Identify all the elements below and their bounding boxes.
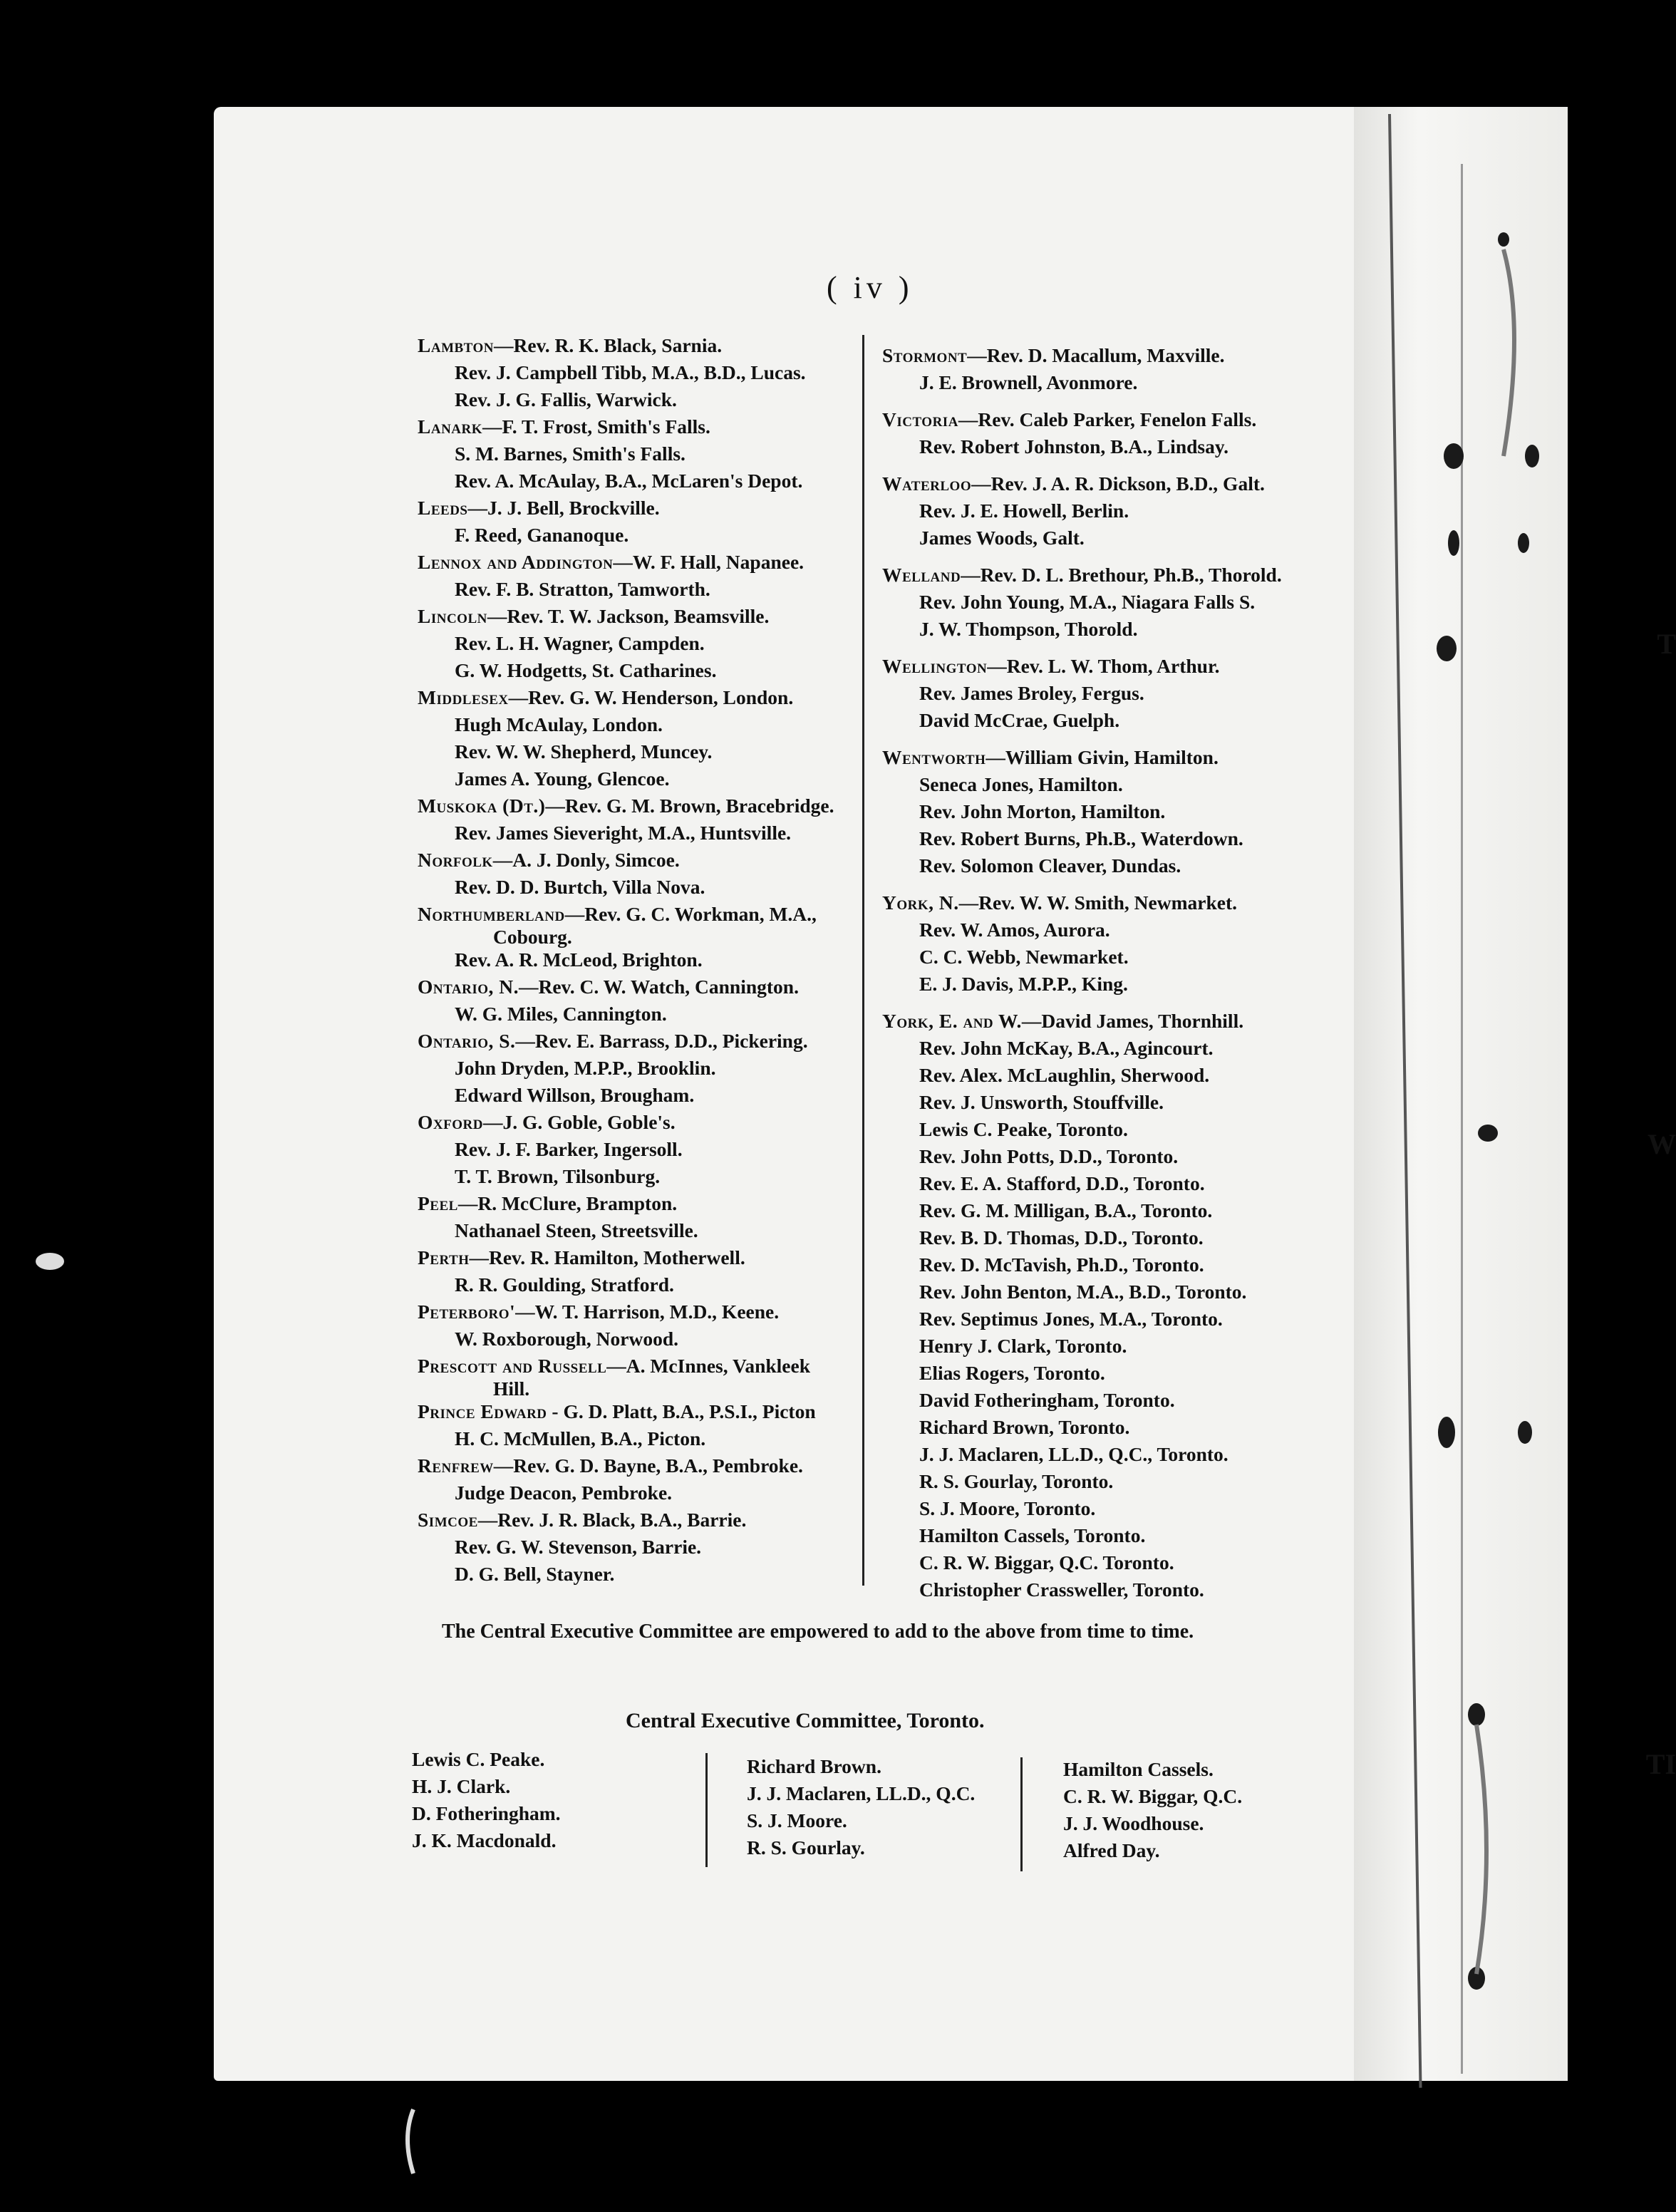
county-name: Norfolk: [418, 849, 493, 871]
county-name: Victoria: [882, 408, 958, 430]
county-name: Waterloo: [882, 472, 972, 495]
member-name: Rev. Alex. McLaughlin, Sherwood.: [919, 1064, 1210, 1086]
member-name: Rev. G. W. Stevenson, Barrie.: [455, 1536, 702, 1558]
member-name: Rev. D. McTavish, Ph.D., Toronto.: [919, 1254, 1204, 1276]
member-name: Henry J. Clark, Toronto.: [919, 1335, 1127, 1357]
member-name: Rev. John Benton, M.A., B.D., Toronto.: [919, 1281, 1247, 1303]
member-name: Rev. L. H. Wagner, Campden.: [455, 632, 705, 654]
entry-continuation: Cobourg.: [493, 926, 572, 948]
county-entry: [418, 1398, 874, 1452]
member-name: E. J. Davis, M.P.P., King.: [919, 973, 1128, 995]
county-representative: —Rev. E. Barrass, D.D., Pickering.: [515, 1030, 808, 1052]
member-name: David Fotheringham, Toronto.: [919, 1389, 1175, 1411]
county-representative: —Rev. J. R. Black, B.A., Barrie.: [477, 1509, 747, 1531]
county-heading-line: [882, 470, 1367, 497]
county-entry: [418, 332, 874, 413]
member-name: Rev. A. R. McLeod, Brighton.: [455, 949, 703, 971]
committee-member: Lewis C. Peake.: [412, 1748, 545, 1770]
committee-member: J. J. Woodhouse.: [1063, 1812, 1204, 1834]
county-name: York, N.: [882, 891, 959, 914]
county-representative: —Rev. D. Macallum, Maxville.: [967, 344, 1225, 366]
county-name: Ontario, N.: [418, 976, 519, 998]
member-name: Rev. A. McAulay, B.A., McLaren's Depot.: [455, 470, 803, 492]
member-name: J. E. Brownell, Avonmore.: [919, 371, 1138, 393]
committee-member: Richard Brown.: [747, 1755, 881, 1777]
county-representative: —J. J. Bell, Brockville.: [467, 497, 660, 519]
county-heading-line: [882, 406, 1367, 433]
committee-member: S. J. Moore.: [747, 1809, 847, 1831]
committee-member: J. K. Macdonald.: [412, 1829, 557, 1851]
member-name: W. G. Miles, Cannington.: [455, 1003, 667, 1025]
stitch-hole-icon: [1437, 636, 1457, 661]
county-heading-line: [418, 847, 874, 874]
member-name: Nathanael Steen, Streetsville.: [455, 1219, 698, 1241]
member-name: John Dryden, M.P.P., Brooklin.: [455, 1057, 716, 1079]
member-name: Rev. J. F. Barker, Ingersoll.: [455, 1138, 683, 1160]
county-representative: —W. F. Hall, Napanee.: [613, 551, 805, 573]
left-county-column: [418, 332, 874, 1588]
county-representative: —Rev. Caleb Parker, Fenelon Falls.: [958, 408, 1257, 430]
committee-member: D. Fotheringham.: [412, 1802, 561, 1824]
member-name: Rev. J. G. Fallis, Warwick.: [455, 388, 677, 410]
member-name: D. G. Bell, Stayner.: [455, 1563, 615, 1585]
member-name: Rev. James Sieveright, M.A., Huntsville.: [455, 822, 792, 844]
county-entry: [418, 1244, 874, 1298]
member-name: Lewis C. Peake, Toronto.: [919, 1118, 1128, 1140]
member-name: Hugh McAulay, London.: [455, 713, 663, 735]
member-name: Rev. W. Amos, Aurora.: [919, 919, 1110, 941]
county-name: Lanark: [418, 415, 483, 438]
member-name: Rev. G. M. Milligan, B.A., Toronto.: [919, 1199, 1213, 1221]
member-name: R. R. Goulding, Stratford.: [455, 1273, 674, 1296]
county-name: York, E. and W.: [882, 1010, 1022, 1032]
member-name: Rev. John Young, M.A., Niagara Falls S.: [919, 591, 1256, 613]
county-heading-line: [882, 562, 1367, 589]
committee-member: C. R. W. Biggar, Q.C.: [1063, 1785, 1243, 1807]
county-representative: —Rev. G. W. Henderson, London.: [508, 686, 794, 708]
member-name: Judge Deacon, Pembroke.: [455, 1482, 673, 1504]
committee-member: Hamilton Cassels.: [1063, 1758, 1214, 1780]
county-entry: [418, 1452, 874, 1506]
county-name: Muskoka (Dt.): [418, 795, 546, 817]
stitch-hole-icon: [1468, 1703, 1485, 1726]
stitch-hole-icon: [1444, 443, 1464, 469]
county-entry: [882, 562, 1367, 643]
member-name: Rev. E. A. Stafford, D.D., Toronto.: [919, 1172, 1205, 1194]
county-representative: —Rev. R. K. Black, Sarnia.: [494, 334, 723, 356]
county-entry: [418, 684, 874, 792]
county-heading-line: [418, 973, 874, 1001]
county-name: Stormont: [882, 344, 968, 366]
county-representative: —Rev. D. L. Brethour, Ph.B., Thorold.: [961, 564, 1282, 586]
stitch-hole-icon: [1498, 232, 1509, 247]
county-heading-line: [418, 792, 874, 820]
county-representative: —Rev. W. W. Smith, Newmarket.: [958, 891, 1237, 914]
member-name: H. C. McMullen, B.A., Picton.: [455, 1427, 706, 1449]
member-name: Rev. Robert Burns, Ph.B., Waterdown.: [919, 827, 1243, 849]
member-name: Rev. B. D. Thomas, D.D., Toronto.: [919, 1226, 1204, 1249]
county-heading-line: [882, 889, 1367, 916]
adjacent-page-letter: W: [1647, 1128, 1676, 1160]
footnote: The Central Executive Committee are empowered to add to the above from time to time.: [442, 1621, 1194, 1643]
member-name: C. R. W. Biggar, Q.C. Toronto.: [919, 1551, 1174, 1573]
county-heading-line: [418, 603, 874, 630]
stitch-hole-icon: [1478, 1125, 1498, 1142]
county-representative: —Rev. G. D. Bayne, B.A., Pembroke.: [493, 1454, 803, 1477]
county-heading-line: [418, 1398, 874, 1425]
member-name: S. M. Barnes, Smith's Falls.: [455, 443, 686, 465]
member-name: Rev. J. Campbell Tibb, M.A., B.D., Lucas.: [455, 361, 806, 383]
county-name: Perth: [418, 1246, 470, 1268]
committee-divider: [1020, 1757, 1023, 1871]
member-name: Elias Rogers, Toronto.: [919, 1362, 1105, 1384]
member-name: W. Roxborough, Norwood.: [455, 1328, 679, 1350]
county-entry: [882, 744, 1367, 879]
county-heading-line: [418, 1298, 874, 1325]
county-entry: [882, 342, 1367, 396]
right-county-column: [882, 342, 1367, 1603]
county-representative: —Rev. J. A. R. Dickson, B.D., Galt.: [971, 472, 1265, 495]
member-name: James Woods, Galt.: [919, 527, 1085, 549]
member-name: J. W. Thompson, Thorold.: [919, 618, 1138, 640]
county-entry: [882, 1008, 1367, 1603]
stitch-hole-icon: [1518, 533, 1529, 553]
committee-title: Central Executive Committee, Toronto.: [626, 1709, 985, 1732]
county-representative: —David James, Thornhill.: [1021, 1010, 1244, 1032]
county-heading-line: [418, 1109, 874, 1136]
county-representative: —Rev. G. C. Workman, M.A.,: [564, 903, 817, 925]
county-entry: [882, 889, 1367, 998]
county-entry: [882, 470, 1367, 552]
county-entry: [418, 1298, 874, 1353]
county-name: Leeds: [418, 497, 468, 519]
member-name: F. Reed, Gananoque.: [455, 524, 629, 546]
stitch-hole-icon: [1448, 530, 1459, 556]
member-name: C. C. Webb, Newmarket.: [919, 946, 1129, 968]
county-entry: [418, 1190, 874, 1244]
county-name: Lincoln: [418, 605, 487, 627]
county-representative: —A. J. Donly, Simcoe.: [492, 849, 680, 871]
county-heading-line: [418, 1190, 874, 1217]
county-name: Northumberland: [418, 903, 565, 925]
county-entry: [418, 1506, 874, 1588]
county-heading-line: [418, 332, 874, 359]
member-name: Seneca Jones, Hamilton.: [919, 773, 1123, 795]
county-representative: —J. G. Goble, Goble's.: [482, 1111, 676, 1133]
county-entry: [882, 653, 1367, 734]
stitch-hole-icon: [1525, 445, 1539, 467]
county-entry: [882, 406, 1367, 460]
county-entry: [418, 847, 874, 901]
member-name: Rev. J. Unsworth, Stouffville.: [919, 1091, 1164, 1113]
county-entry: [418, 1353, 874, 1398]
county-representative: —Rev. R. Hamilton, Motherwell.: [469, 1246, 745, 1268]
county-heading-line: [418, 549, 874, 576]
member-name: S. J. Moore, Toronto.: [919, 1497, 1096, 1519]
county-name: Peterboro': [418, 1301, 516, 1323]
county-heading-line: [882, 744, 1367, 771]
county-heading-line: [882, 653, 1367, 680]
county-representative: —A. McInnes, Vankleek: [606, 1355, 811, 1377]
committee-member: R. S. Gourlay.: [747, 1836, 865, 1859]
stitch-hole-icon: [1518, 1421, 1532, 1444]
county-representative: —William Givin, Hamilton.: [986, 746, 1219, 768]
county-representative: - G. D. Platt, B.A., P.S.I., Picton: [547, 1400, 816, 1422]
county-representative: —Rev. L. W. Thom, Arthur.: [987, 655, 1220, 677]
county-representative: —Rev. C. W. Watch, Cannington.: [518, 976, 799, 998]
county-heading-line: [418, 901, 874, 928]
county-name: Wellington: [882, 655, 988, 677]
committee-member: H. J. Clark.: [412, 1775, 511, 1797]
county-representative: —Rev. T. W. Jackson, Beamsville.: [487, 605, 770, 627]
county-heading-line: [418, 684, 874, 711]
county-entry: [418, 792, 874, 847]
county-name: Welland: [882, 564, 961, 586]
county-name: Prince Edward: [418, 1400, 547, 1422]
county-representative: —F. T. Frost, Smith's Falls.: [482, 415, 710, 438]
member-name: Rev. James Broley, Fergus.: [919, 682, 1144, 704]
county-heading-line: [418, 495, 874, 522]
member-name: Rev. D. D. Burtch, Villa Nova.: [455, 876, 705, 898]
entry-continuation: Hill.: [493, 1378, 530, 1400]
county-heading-line: [418, 1028, 874, 1055]
page-number: ( iv ): [827, 270, 914, 305]
county-entry: [418, 973, 874, 1028]
county-heading-line: [418, 413, 874, 440]
member-name: Rev. John Potts, D.D., Toronto.: [919, 1145, 1179, 1167]
county-heading-line: [418, 1506, 874, 1534]
county-name: Simcoe: [418, 1509, 478, 1531]
county-entry: [418, 549, 874, 603]
committee-column-1: [412, 1746, 561, 1854]
adjacent-page-letter: T: [1657, 628, 1676, 660]
committee-divider: [705, 1753, 708, 1867]
member-name: David McCrae, Guelph.: [919, 709, 1120, 731]
county-representative: —W. T. Harrison, M.D., Keene.: [515, 1301, 780, 1323]
member-name: James A. Young, Glencoe.: [455, 768, 670, 790]
member-name: Rev. John McKay, B.A., Agincourt.: [919, 1037, 1214, 1059]
county-heading-line: [418, 1452, 874, 1479]
member-name: Rev. Robert Johnston, B.A., Lindsay.: [919, 435, 1228, 458]
member-name: Richard Brown, Toronto.: [919, 1416, 1130, 1438]
member-name: T. T. Brown, Tilsonburg.: [455, 1165, 661, 1187]
member-name: Rev. J. E. Howell, Berlin.: [919, 500, 1129, 522]
county-name: Renfrew: [418, 1454, 494, 1477]
member-name: Rev. W. W. Shepherd, Muncey.: [455, 740, 713, 763]
county-name: Prescott and Russell: [418, 1355, 607, 1377]
member-name: Rev. Septimus Jones, M.A., Toronto.: [919, 1308, 1223, 1330]
county-entry: [418, 901, 874, 973]
county-name: Wentworth: [882, 746, 986, 768]
county-representative: —Rev. G. M. Brown, Bracebridge.: [545, 795, 834, 817]
member-name: G. W. Hodgetts, St. Catharines.: [455, 659, 717, 681]
member-name: R. S. Gourlay, Toronto.: [919, 1470, 1114, 1492]
county-representative: —R. McClure, Brampton.: [457, 1192, 678, 1214]
county-entry: [418, 495, 874, 549]
county-name: Lambton: [418, 334, 494, 356]
committee-member: Alfred Day.: [1063, 1839, 1160, 1861]
committee-column-2: [747, 1753, 975, 1861]
member-name: Rev. John Morton, Hamilton.: [919, 800, 1166, 822]
county-heading-line: [418, 1244, 874, 1271]
county-heading-line: [882, 342, 1367, 369]
member-name: Edward Willson, Brougham.: [455, 1084, 695, 1106]
adjacent-page-letter: TI: [1645, 1748, 1676, 1780]
member-name: Christopher Crassweller, Toronto.: [919, 1578, 1204, 1601]
county-entry: [418, 603, 874, 684]
county-heading-line: [418, 1353, 874, 1380]
county-name: Oxford: [418, 1111, 483, 1133]
county-name: Peel: [418, 1192, 458, 1214]
county-heading-line: [882, 1008, 1367, 1035]
member-name: J. J. Maclaren, LL.D., Q.C., Toronto.: [919, 1443, 1228, 1465]
county-name: Middlesex: [418, 686, 509, 708]
member-name: Hamilton Cassels, Toronto.: [919, 1524, 1146, 1546]
member-name: Rev. Solomon Cleaver, Dundas.: [919, 854, 1181, 877]
county-name: Lennox and Addington: [418, 551, 614, 573]
stitch-hole-icon: [1438, 1417, 1455, 1448]
member-name: Rev. F. B. Stratton, Tamworth.: [455, 578, 710, 600]
county-entry: [418, 413, 874, 495]
committee-member: J. J. Maclaren, LL.D., Q.C.: [747, 1782, 976, 1804]
county-entry: [418, 1109, 874, 1190]
county-name: Ontario, S.: [418, 1030, 516, 1052]
committee-column-3: [1063, 1756, 1242, 1864]
county-entry: [418, 1028, 874, 1109]
